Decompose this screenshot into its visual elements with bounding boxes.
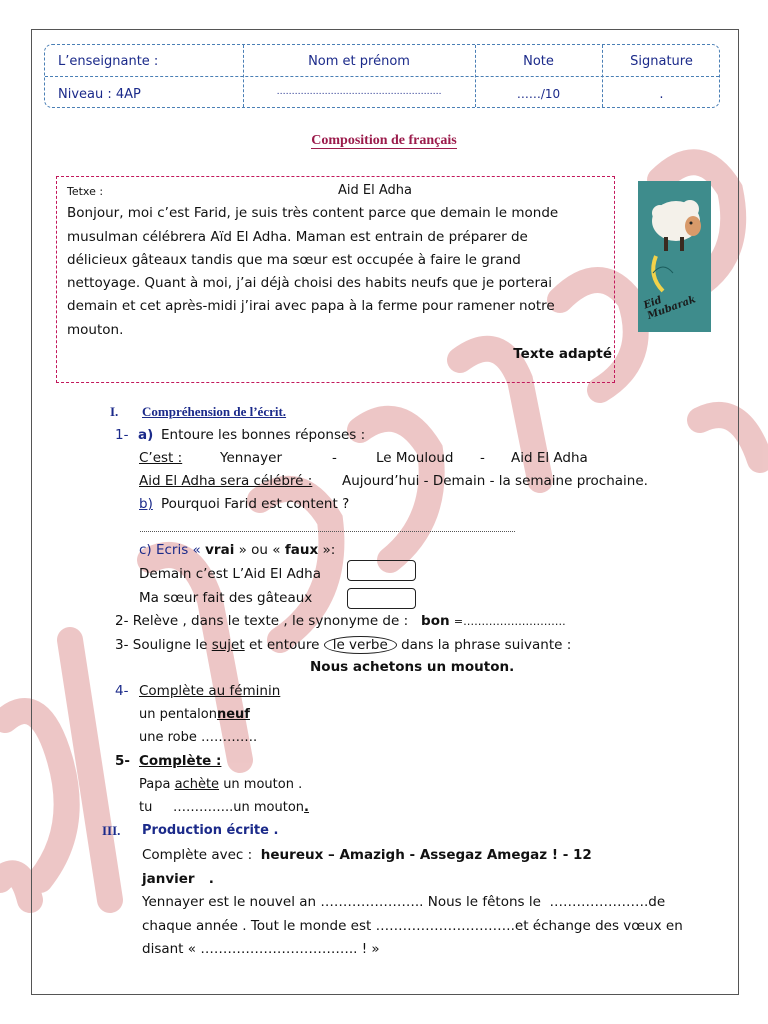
q1c-instruction: c) Ecris « vrai » ou « faux »: bbox=[139, 542, 336, 558]
text-line: nettoyage. Quant à moi, j’ai déjà choisi des habits neufs que je porterai bbox=[67, 275, 553, 291]
text-line: mouton. bbox=[67, 322, 124, 338]
q4-instruction: Complète au féminin bbox=[139, 683, 281, 699]
level-label: Niveau : 4AP bbox=[58, 87, 141, 102]
q1a-row2-label: Aid El Adha sera célébré : bbox=[139, 473, 313, 489]
name-label: Nom et prénom bbox=[308, 54, 410, 69]
s3-line-1: Complète avec : heureux – Amazigh - Assegaz Amegaz ! - 12 bbox=[142, 847, 592, 863]
eid-sheep-image bbox=[638, 181, 711, 332]
name-blank: ………………………………………………. bbox=[276, 87, 442, 97]
grade-label: Note bbox=[523, 54, 554, 69]
answer-line bbox=[140, 531, 515, 532]
s3-line-5: disant « …………………………….. ! » bbox=[142, 941, 380, 957]
q4-line-2: une robe …………. bbox=[139, 730, 258, 745]
section1-heading: Compréhension de l’écrit. bbox=[142, 404, 287, 419]
section3-heading: Production écrite . bbox=[142, 823, 279, 838]
q5-instruction: Complète : bbox=[139, 753, 222, 769]
page-title: Composition de français bbox=[311, 133, 457, 148]
q5-number: 5- bbox=[115, 753, 130, 769]
s3-line-2: janvier . bbox=[142, 871, 214, 887]
q4-line-1: un pentalonneuf bbox=[139, 707, 250, 722]
text-line: délicieux gâteaux tandis que ma sœur est occupée à faire le grand bbox=[67, 252, 521, 268]
signature-blank: . bbox=[659, 87, 664, 102]
text-label: Tetxe : bbox=[67, 185, 104, 198]
text-line: Bonjour, moi c’est Farid, je suis très content parce que demain le monde bbox=[67, 205, 559, 221]
section3-numeral: III. bbox=[102, 823, 121, 838]
q5-line-2: tu …………..un mouton. bbox=[139, 800, 309, 815]
grade-blank: ……/10 bbox=[516, 87, 561, 101]
q1-number: 1- bbox=[115, 427, 129, 443]
image-caption: Eid Mubarak bbox=[642, 294, 698, 322]
q1b-question: Pourquoi Farid est content ? bbox=[161, 496, 350, 512]
answer-box-1[interactable] bbox=[347, 560, 416, 581]
q1a-option: Aid El Adha bbox=[511, 450, 588, 466]
q1a-instruction: Entoure les bonnes réponses : bbox=[161, 427, 366, 443]
q1a-row1-label: C’est : bbox=[139, 450, 183, 466]
section1-numeral: I. bbox=[110, 404, 119, 419]
q1b-letter: b) bbox=[139, 496, 153, 512]
q1a-separator: - bbox=[332, 450, 337, 466]
text-line: musulman célébrera Aïd El Adha. Maman est entrain de préparer de bbox=[67, 229, 528, 245]
q1a-row2-options: Aujourd’hui - Demain - la semaine prochaine. bbox=[342, 473, 648, 489]
answer-box-2[interactable] bbox=[347, 588, 416, 609]
text-line: demain et cet après-midi j’irai avec papa à la ferme pour ramener notre bbox=[67, 298, 555, 314]
s3-line-4: chaque année . Tout le monde est ………………………….et échange des vœux en bbox=[142, 918, 683, 934]
q1a-option: Le Mouloud bbox=[376, 450, 454, 466]
q1a-separator: - bbox=[480, 450, 485, 466]
q1a-option: Yennayer bbox=[220, 450, 282, 466]
q5-line-1: Papa achète un mouton . bbox=[139, 777, 303, 792]
q1c-sentence-1: Demain c’est L’Aid El Adha bbox=[139, 566, 321, 582]
text-source: Texte adapté bbox=[513, 346, 612, 362]
q1a-letter: a) bbox=[138, 427, 154, 443]
text-title: Aid El Adha bbox=[338, 183, 412, 198]
q4-number: 4- bbox=[115, 683, 129, 699]
s3-line-3: Yennayer est le nouvel an ………………….. Nous le fêtons le ………………….de bbox=[142, 894, 666, 910]
q3-instruction: 3- Souligne le sujet et entoure le verbe dans la phrase suivante : bbox=[115, 637, 572, 653]
signature-label: Signature bbox=[630, 54, 693, 69]
q2-instruction: 2- Relève , dans le texte , le synonyme de : bon =………………………. bbox=[115, 613, 566, 629]
q3-sentence: Nous achetons un mouton. bbox=[310, 659, 515, 675]
teacher-label: L’enseignante : bbox=[58, 54, 159, 69]
q1c-sentence-2: Ma sœur fait des gâteaux bbox=[139, 590, 313, 606]
